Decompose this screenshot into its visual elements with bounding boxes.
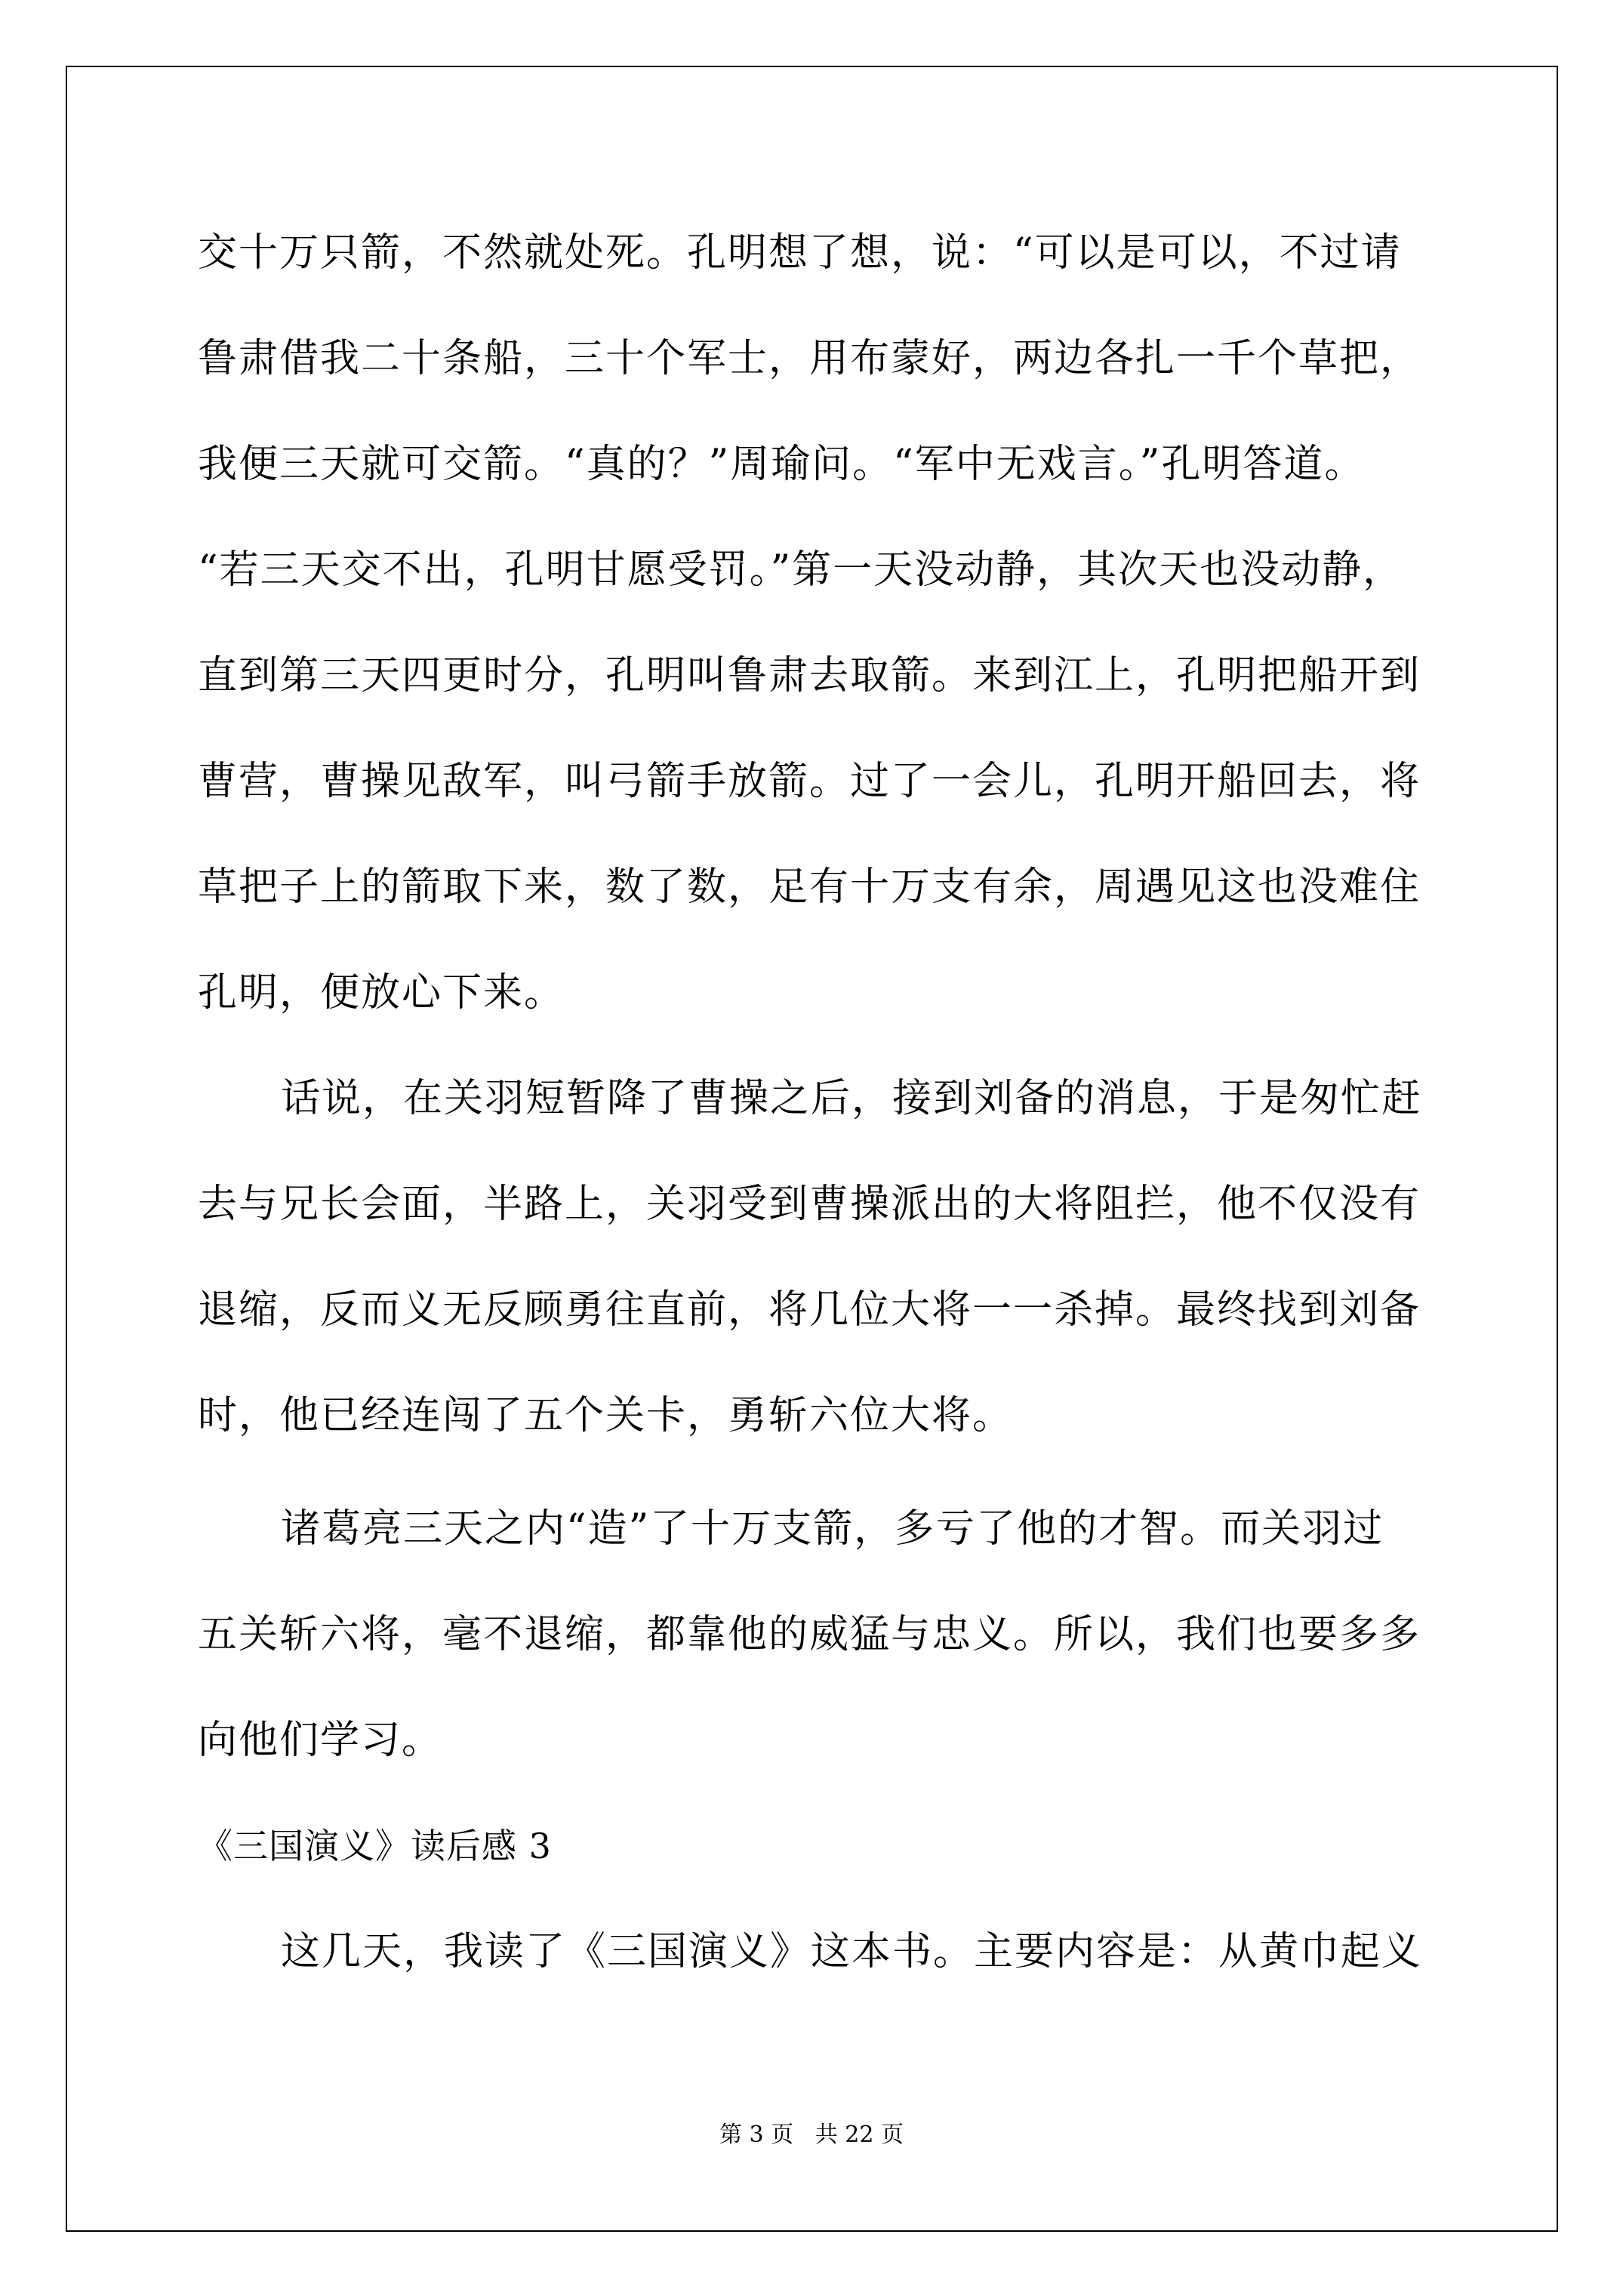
text-line: 草把子上的箭取下来，数了数，足有十万支有余，周遇见这也没难住 (198, 864, 1421, 910)
text-line: 向他们学习。 (198, 1718, 443, 1763)
text-line: 孔明，便放心下来。 (198, 970, 565, 1015)
text-line: 诸葛亮三天之内“造”了十万支箭，多亏了他的才智。而关羽过 (281, 1506, 1384, 1552)
text-line: 话说，在关羽短暂降了曹操之后，接到刘备的消息，于是匆忙赶 (281, 1076, 1423, 1121)
text-line: 去与兄长会面，半路上，关羽受到曹操派出的大将阻拦，他不仅没有 (198, 1182, 1421, 1227)
text-line: 鲁肃借我二十条船，三十个军士，用布蒙好，两边各扎一千个草把， (198, 336, 1421, 381)
page-border (66, 66, 1558, 2232)
page-number: 第 3 页 共 22 页 (719, 2122, 904, 2148)
text-line: 直到第三天四更时分，孔明叫鲁肃去取箭。来到江上，孔明把船开到 (198, 653, 1421, 698)
text-line: 五关斩六将，毫不退缩，都靠他的威猛与忠义。所以，我们也要多多 (198, 1612, 1421, 1657)
text-line: 交十万只箭，不然就处死。孔明想了想，说：“可以是可以，不过请 (198, 230, 1402, 276)
section-heading: 《三国演义》读后感 3 (198, 1826, 552, 1866)
text-line: 我便三天就可交箭。“真的？”周瑜问。“军中无戏言。”孔明答道。 (198, 442, 1366, 487)
text-line: 退缩，反而义无反顾勇往直前，将几位大将一一杀掉。最终找到刘备 (198, 1287, 1421, 1333)
text-line: 曹营，曹操见敌军，叫弓箭手放箭。过了一会儿，孔明开船回去，将 (198, 759, 1421, 804)
text-line: 时，他已经连闯了五个关卡，勇斩六位大将。 (198, 1393, 1014, 1438)
text-line: 这几天，我读了《三国演义》这本书。主要内容是：从黄巾起义 (281, 1929, 1423, 1974)
text-line: “若三天交不出，孔明甘愿受罚。”第一天没动静，其次天也没动静， (198, 547, 1404, 593)
